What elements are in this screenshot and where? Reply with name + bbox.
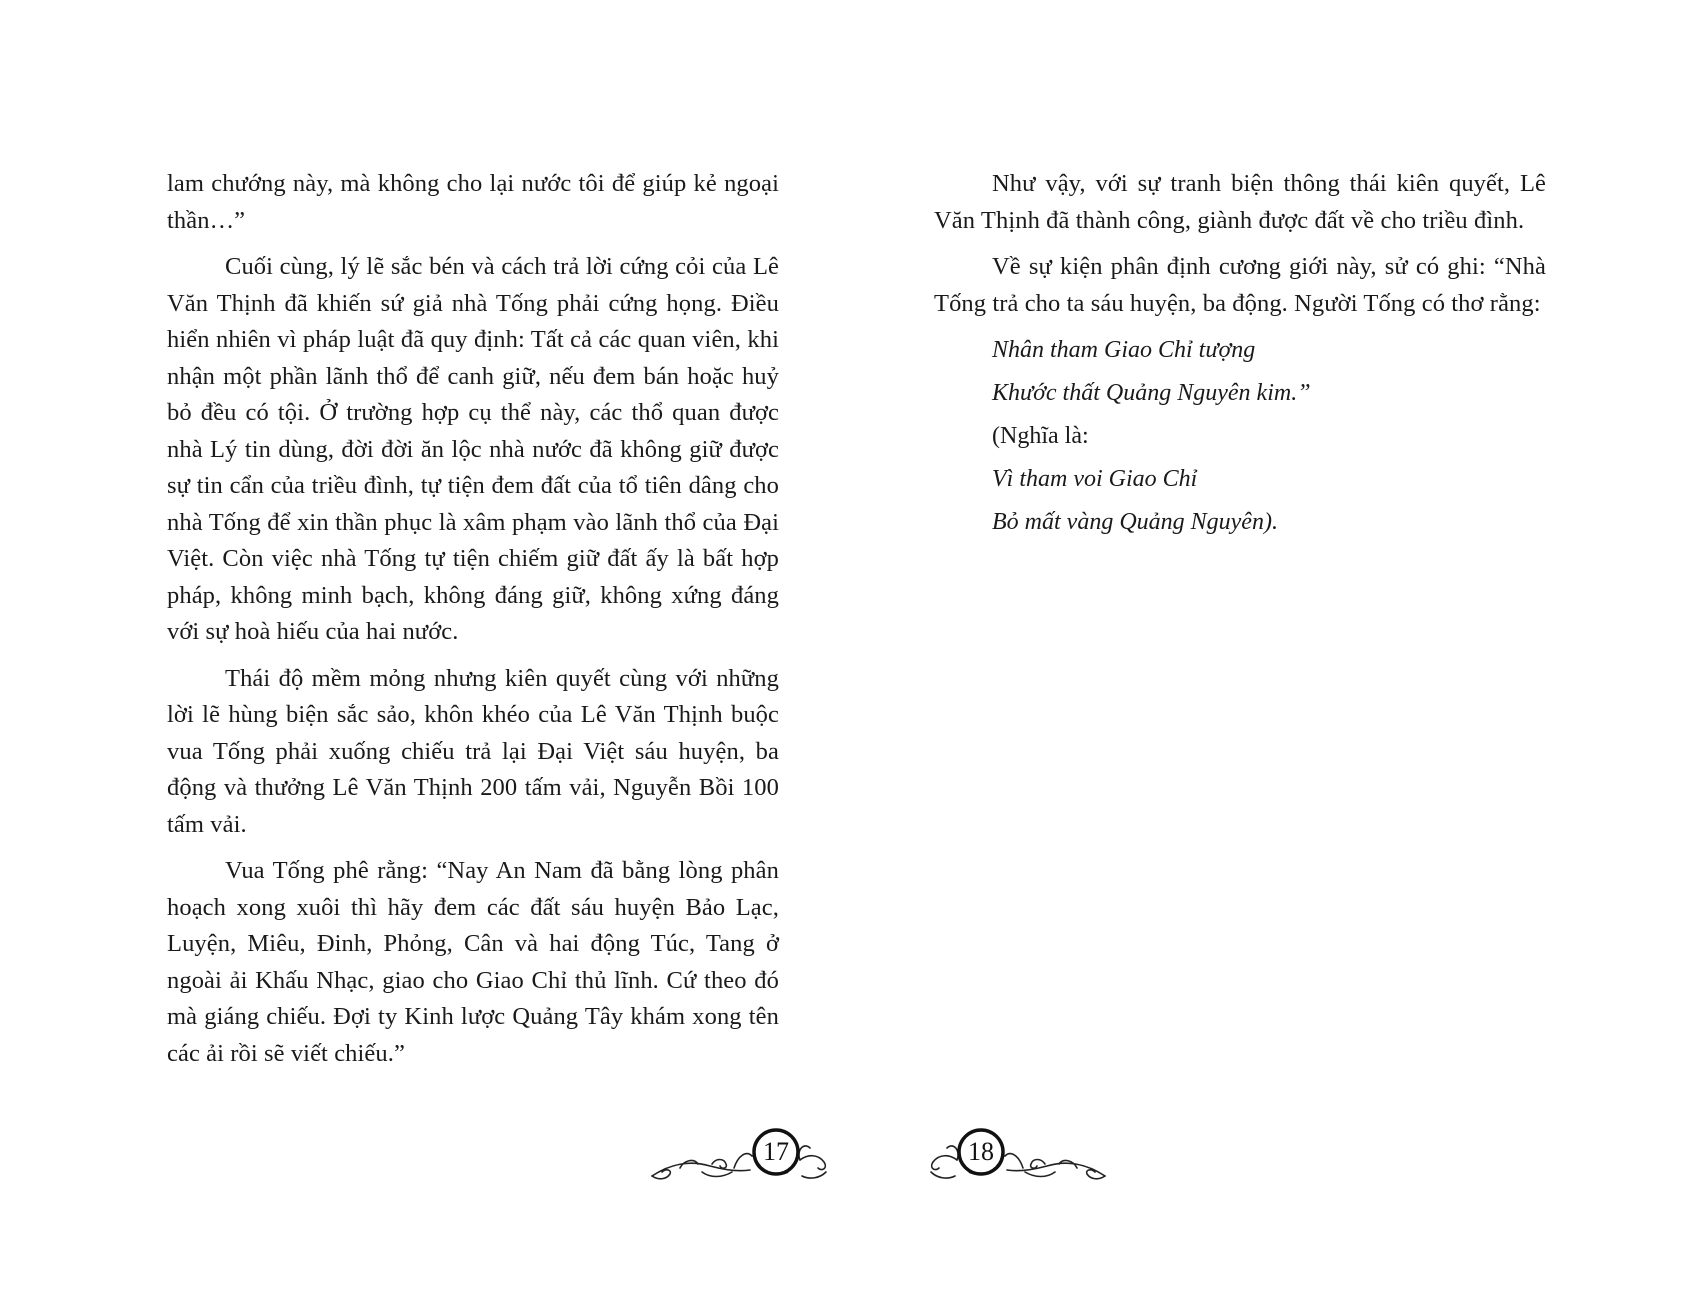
left-paragraph-2: Cuối cùng, lý lẽ sắc bén và cách trả lời cứng cỏi của Lê Văn Thịnh đã khiến sứ giả nhà Tống phải cứng họng. Điều hiển nhiên vì pháp luật đã quy định: Tất cả các quan viên, khi nhận một phần lãnh thổ để canh giữ, nếu đem bán hoặc huỷ bỏ đều có tội. Ở trường hợp cụ thể này, các thổ quan được nhà Lý tin dùng, đời đời ăn lộc nhà nước đã không giữ được sự tin cẩn của triều đình, tự tiện đem đất của tổ tiên dâng cho nhà Tống để xin thần phục là xâm phạm vào lãnh thổ của Đại Việt. Còn việc nhà Tống tự tiện chiếm giữ đất ấy là bất hợp pháp, không minh bạch, không đáng giữ, không xứng đáng với sự hoà hiếu của hai nước. [167, 253, 779, 645]
verse-line-1: Nhân tham Giao Chỉ tượng [992, 337, 1256, 363]
verse-line-5: Bỏ mất vàng Quảng Nguyên). [992, 509, 1278, 535]
page-number-ornament-left [650, 1120, 830, 1192]
verse-line-3: (Nghĩa là: [992, 423, 1089, 449]
page-number-ornament-right [927, 1120, 1107, 1192]
left-paragraph-1: lam chướng này, mà không cho lại nước tôi để giúp kẻ ngoại thần…” [167, 170, 779, 234]
left-paragraph-4: Vua Tống phê rằng: “Nay An Nam đã bằng lòng phân hoạch xong xuôi thì hãy đem các đất sáu huyện Bảo Lạc, Luyện, Miêu, Đinh, Phỏng, Cân và hai động Túc, Tang ở ngoài ải Khấu Nhạc, giao cho Giao Chỉ thủ lĩnh. Cứ theo đó mà giáng chiếu. Đợi ty Kinh lược Quảng Tây khám xong tên các ải rồi sẽ viết chiếu.” [167, 857, 779, 1067]
verse-line-2: Khước thất Quảng Nguyên kim.” [992, 380, 1311, 406]
right-paragraph-2: Về sự kiện phân định cương giới này, sử có ghi: “Nhà Tống trả cho ta sáu huyện, ba động. Người Tống có thơ rằng: [934, 253, 1546, 317]
left-page [167, 166, 779, 1082]
flourish-icon [650, 1120, 830, 1192]
page-number: 17 [763, 1137, 789, 1166]
verse-line-4: Vì tham voi Giao Chỉ [992, 466, 1198, 492]
flourish-icon [927, 1120, 1107, 1192]
right-page [934, 166, 1546, 547]
right-paragraph-1: Như vậy, với sự tranh biện thông thái kiên quyết, Lê Văn Thịnh đã thành công, giành được đất về cho triều đình. [934, 170, 1546, 234]
page-number: 18 [968, 1137, 994, 1166]
left-paragraph-3: Thái độ mềm mỏng nhưng kiên quyết cùng với những lời lẽ hùng biện sắc sảo, khôn khéo của Lê Văn Thịnh buộc vua Tống phải xuống chiếu trả lại Đại Việt sáu huyện, ba động và thưởng Lê Văn Thịnh 200 tấm vải, Nguyễn Bồi 100 tấm vải. [167, 664, 779, 838]
